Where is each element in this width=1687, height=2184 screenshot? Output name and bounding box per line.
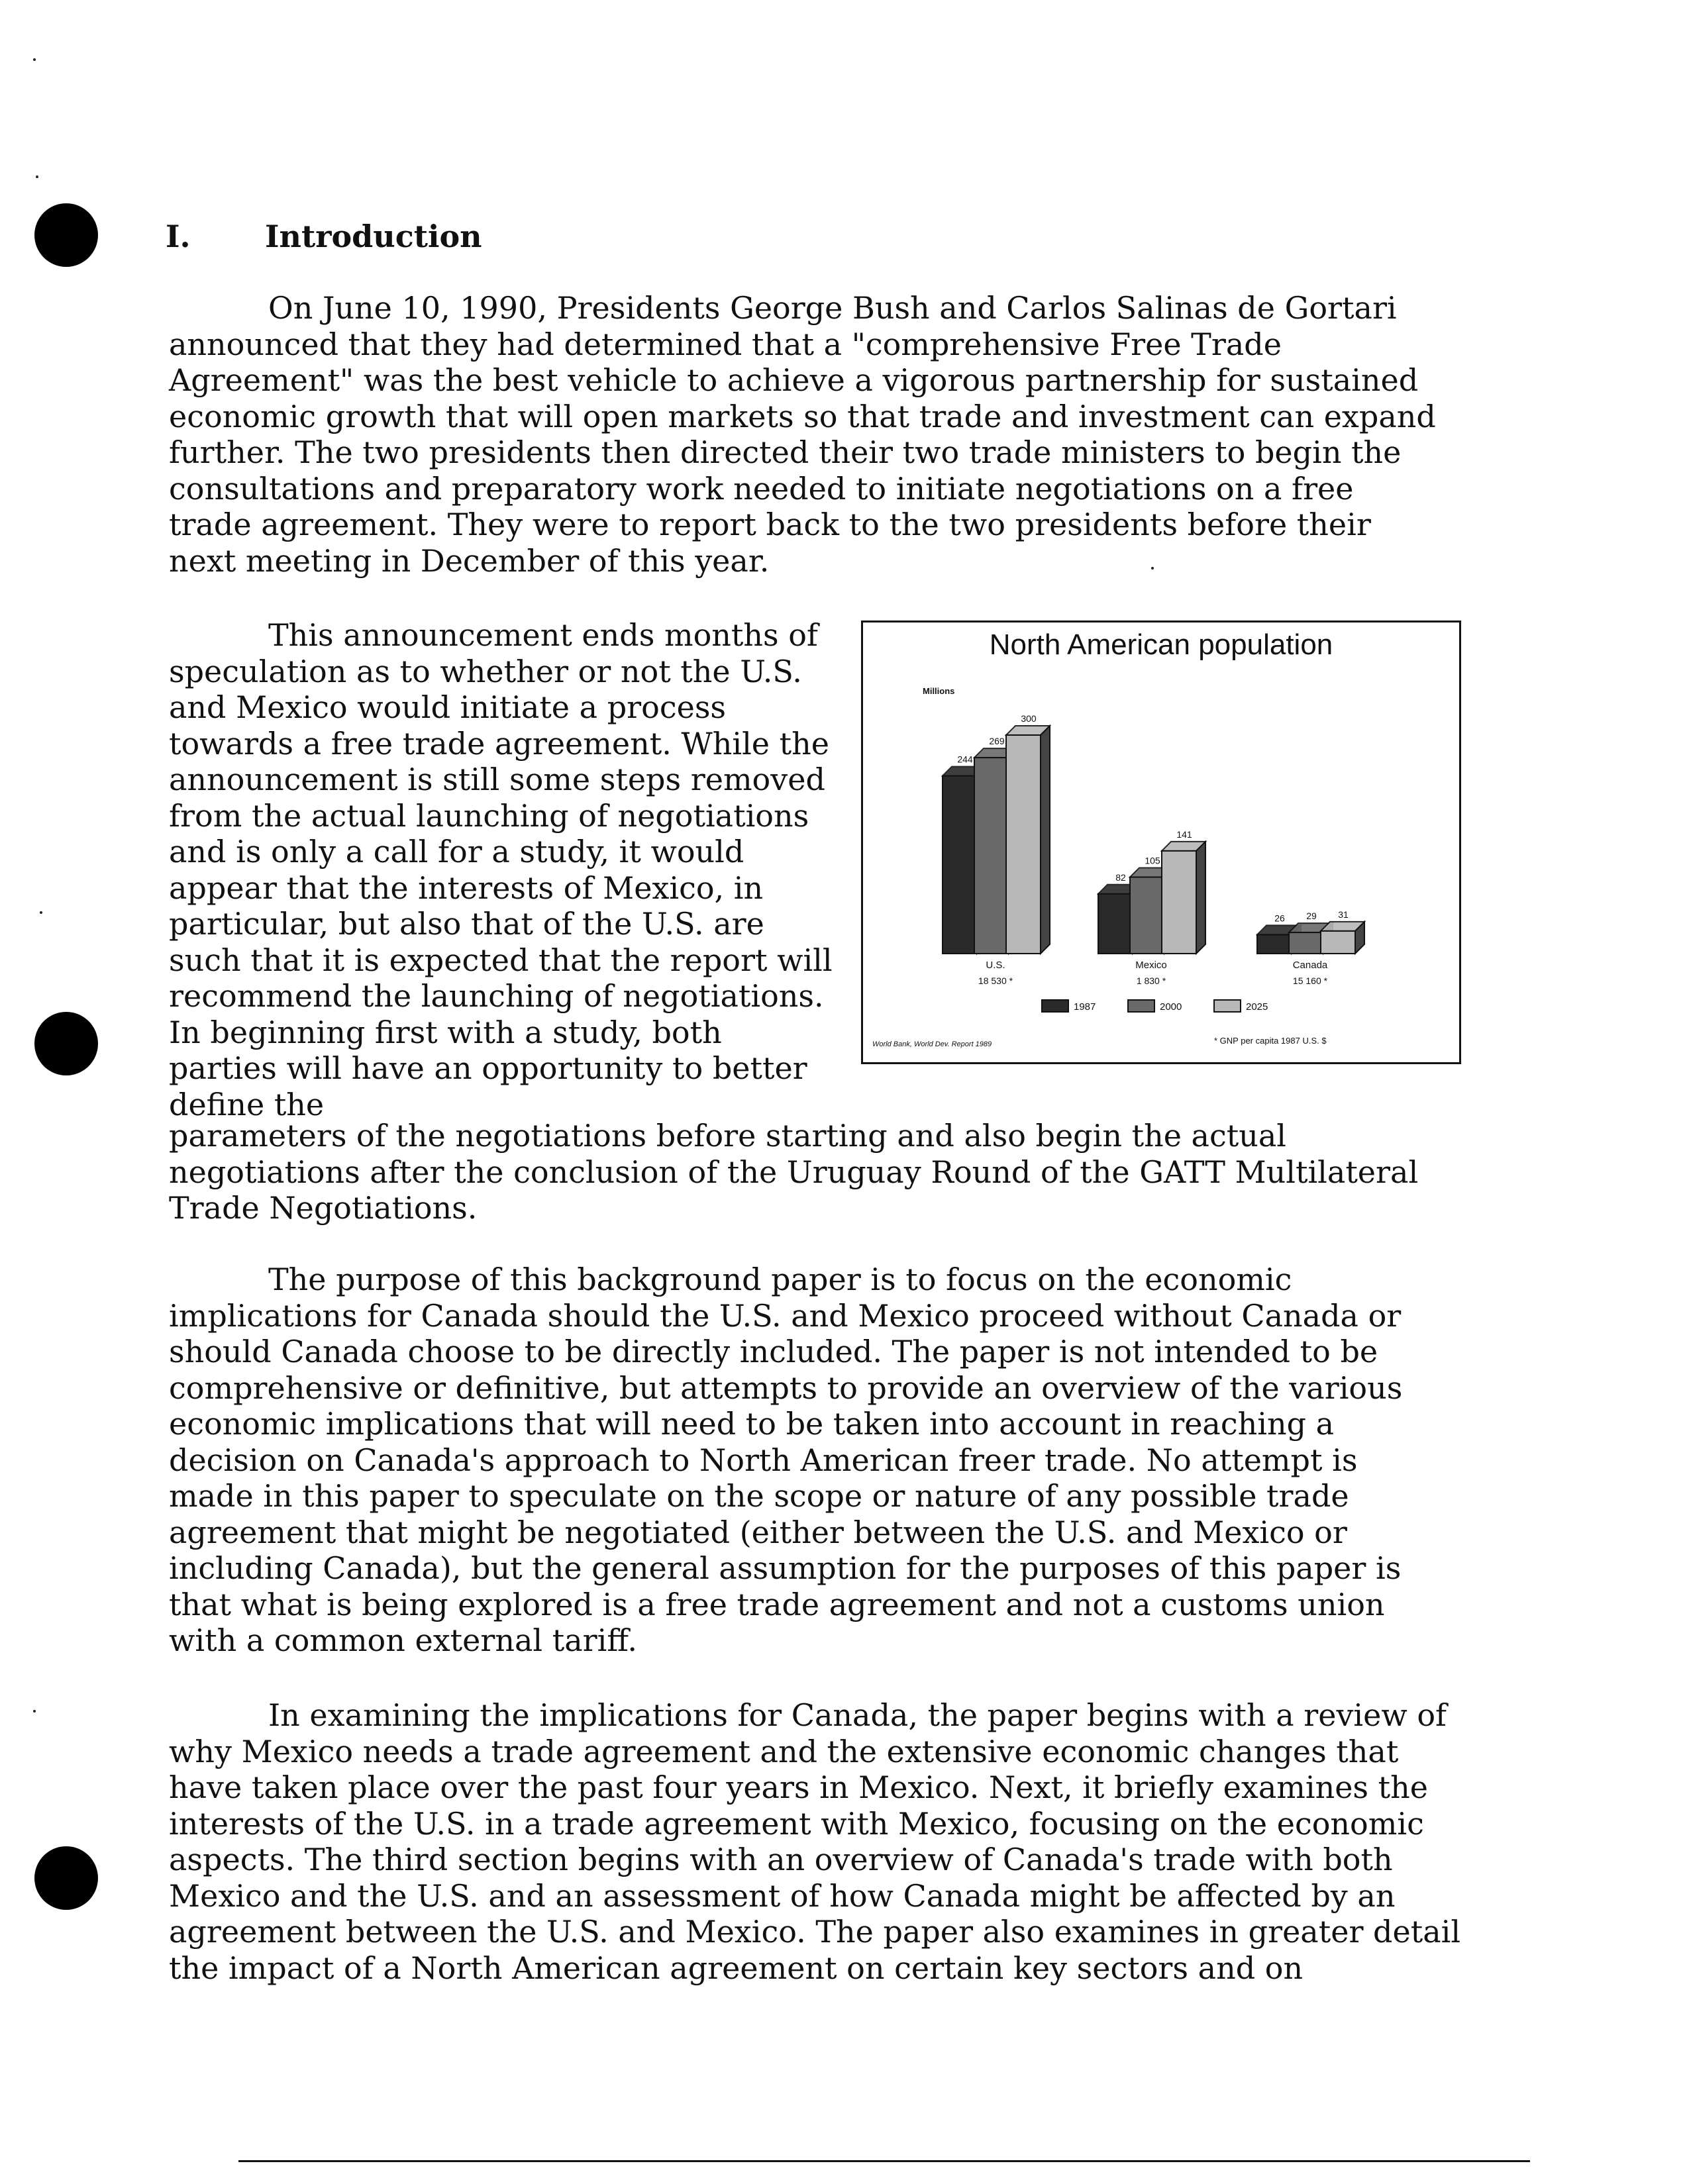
section-number: I. [166,219,191,254]
scan-speck [33,1710,36,1712]
data-label: 105 [1145,855,1160,866]
binder-hole-top [34,203,98,267]
data-label: 31 [1338,909,1349,920]
data-label: 26 [1274,913,1285,924]
bar [1257,934,1292,954]
category-note: 1 830 * [1136,975,1166,986]
legend-swatch [1214,1000,1241,1012]
paragraph-4 [169,1697,1470,1986]
data-label: 244 [957,754,973,765]
scan-speck [40,911,42,914]
data-label: 29 [1306,911,1317,922]
section-heading [166,219,482,254]
paragraph-1 [169,290,1444,579]
paragraph-3-text: The purpose of this background paper is to focus on the economic implications for Canada should the U.S. and Mexico proceed without Canada or should Canada choose to be directly included. The paper is not intended to be comprehensive or definitive, but attempts to provide an overview of the various economic implications that will need to be taken into account in reaching a decision on Canada's approach to North American freer trade. No attempt is made in this paper to speculate on the scope or nature of any possible trade agreement that might be negotiated (either between the U.S. and Mexico or including Canada), but the general assumption for the purposes of this paper is that what is being explored is a free trade agreement and not a customs union with a common external tariff. [169,1262,1403,1658]
paragraph-2-text: This announcement ends months of speculation as to whether or not the U.S. and Mexico would initiate a process towards a free trade agreement. While the announcement is still some steps removed from the actual launching of negotiations and is only a call for a study, it would appear that the interests of Mexico, in particular, but also that of the U.S. are such that it is expected that the report will recommend the launching of negotiations. In beginning first with a study, both parties will have an opportunity to better define the [169,617,833,1122]
chart-source: World Bank, World Dev. Report 1989 [872,1040,992,1048]
bar-side [1041,726,1050,954]
category-label: U.S. [986,960,1005,971]
bar [943,776,977,954]
y-axis-label: Millions [923,686,955,696]
category-note: 18 530 * [978,975,1013,986]
bar [1289,932,1323,954]
population-chart [861,620,1461,1064]
bar-side [1196,842,1205,954]
category-label: Mexico [1135,960,1167,971]
chart-title: North American population [989,628,1333,661]
data-label: 269 [989,736,1005,747]
bottom-rule [238,2160,1530,2162]
data-label: 141 [1176,828,1192,840]
data-label: 82 [1115,871,1126,883]
scan-speck [36,175,38,178]
bar [1321,931,1355,954]
paragraph-2-wrapped [169,617,838,1122]
legend-label: 2000 [1160,1001,1182,1013]
category-label: Canada [1292,960,1328,971]
legend-label: 1987 [1074,1001,1096,1013]
category-note: 15 160 * [1292,975,1328,986]
paragraph-3 [169,1262,1444,1659]
chart-footnote: * GNP per capita 1987 U.S. $ [1214,1036,1327,1046]
paragraph-2-rest: parameters of the negotiations before starting and also begin the actual negotiations after the conclusion of the Uruguay Round of the GATT Multilateral Trade Negotiations. [169,1118,1419,1226]
bar [974,758,1009,954]
paragraph-2-continued [169,1118,1467,1226]
data-label: 300 [1021,713,1037,724]
paragraph-1-text: On June 10, 1990, Presidents George Bush and Carlos Salinas de Gortari announced that they had determined that a "comprehensive Free Trade Agreement" was the best vehicle to achieve a vigorous partnership for sustained economic growth that will open markets so that trade and investment can expand further. The two presidents then directed their two trade ministers to begin the consultations and preparatory work needed to initiate negotiations on a free trade agreement. They were to report back to the two presidents before their next meeting in December of this year. [169,290,1436,579]
population-chart-svg [863,622,1459,1062]
scan-speck [33,58,36,61]
legend-swatch [1128,1000,1154,1012]
binder-hole-bottom [34,1846,98,1910]
bar [1098,894,1133,954]
legend-label: 2025 [1246,1001,1268,1013]
binder-hole-middle [34,1012,98,1075]
bar [1130,877,1164,954]
section-title: Introduction [265,219,482,254]
bar [1006,735,1041,954]
paragraph-4-text: In examining the implications for Canada, the paper begins with a review of why Mexico needs a trade agreement and the extensive economic changes that have taken place over the past four years in Mexico. Next, it briefly examines the interests of the U.S. in a trade agreement with Mexico, focusing on the economic aspects. The third section begins with an overview of Canada's trade with both Mexico and the U.S. and an assessment of how Canada might be affected by an agreement between the U.S. and Mexico. The paper also examines in greater detail the impact of a North American agreement on certain key sectors and on [169,1697,1461,1986]
bar [1162,851,1196,954]
legend-swatch [1042,1000,1068,1012]
